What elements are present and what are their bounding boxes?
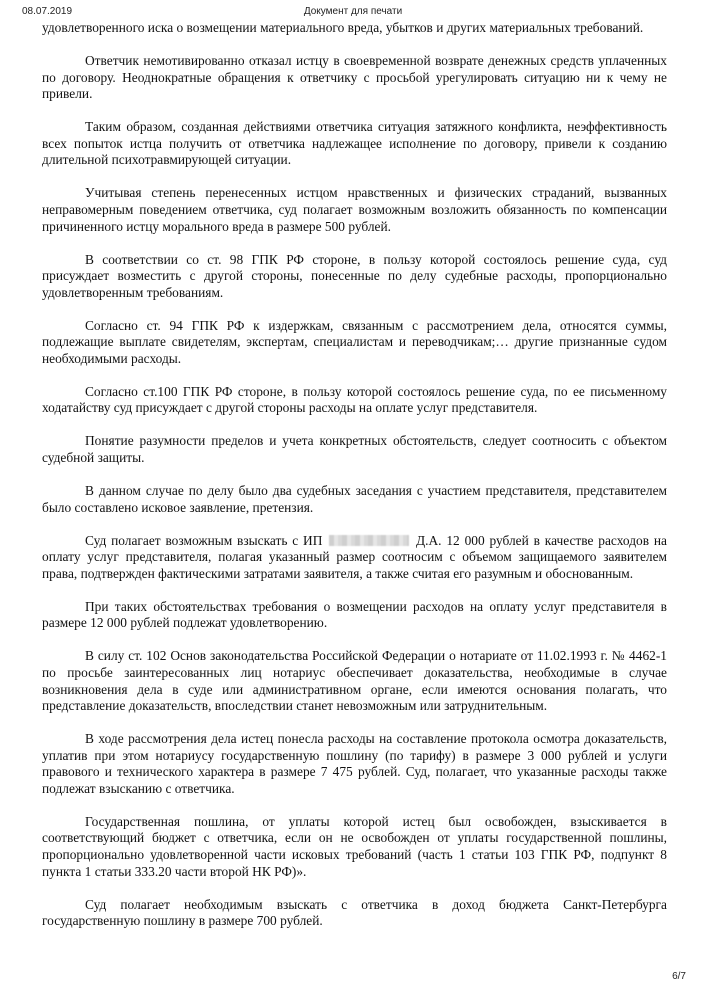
print-header-title: Документ для печати [303, 6, 403, 17]
paragraph-9-start: Суд полагает возможным взыскать с ИП [85, 532, 323, 548]
redacted-name [329, 535, 409, 546]
paragraph-13: Государственная пошлина, от уплаты которой истец был освобожден, взыскивается в соответствующий бюджет с ответчика, если он не освобожден от уплаты государственной пошлины, пропорционально удовлетворенной части исковых требований (часть 1 статьи 103 ГПК РФ, подпункт 8 пункта 1 статьи 333.20 части второй НК РФ)». [42, 813, 667, 879]
paragraph-5: Согласно ст. 94 ГПК РФ к издержкам, связанным с рассмотрением дела, относятся суммы, подлежащие выплате свидетелям, экспертам, специалистам и переводчикам;… другие признанные судом необходимыми расходы. [42, 317, 667, 366]
paragraph-2: Таким образом, созданная действиями ответчика ситуация затяжного конфликта, неэффективность всех попыток истца получить от ответчика надлежащее исполнение по договору, привели к созданию длительной психотравмирующей ситуации. [42, 119, 667, 168]
paragraph-4: В соответствии со ст. 98 ГПК РФ стороне, в пользу которой состоялось решение суда, суд присуждает возместить с другой стороны, понесенные по делу судебные расходы, пропорционально удовлетворенным требованиям. [42, 251, 667, 300]
paragraph-14: Суд полагает необходимым взыскать с ответчика в доход бюджета Санкт-Петербурга государственную пошлину в размере 700 рублей. [42, 896, 667, 929]
paragraph-9 [42, 533, 667, 583]
paragraph-7: Понятие разумности пределов и учета конкретных обстоятельств, следует соотносить с объектом судебной защиты. [42, 433, 667, 466]
paragraph-10: При таких обстоятельствах требования о возмещении расходов на оплату услуг представителя в размере 12 000 рублей подлежат удовлетворению. [42, 598, 667, 631]
document-body [42, 20, 667, 946]
paragraph-0: удовлетворенного иска о возмещении материального вреда, убытков и других материальных требований. [42, 20, 644, 35]
paragraph-6: Согласно ст.100 ГПК РФ стороне, в пользу которой состоялось решение суда, по ее письменному ходатайству суд присуждает с другой стороны расходы на оплате услуг представителя. [42, 383, 667, 416]
print-date: 08.07.2019 [22, 6, 73, 17]
paragraph-9-end: Д.А. 12 000 рублей в качестве расходов на оплату услуг представителя, полагая указанный размер соотносим с объемом защищаемого заявителем права, подтвержден фактическими затратами заявителя, а также считая его разумным и обоснованным. [42, 532, 667, 581]
paragraph-8: В данном случае по делу было два судебных заседания с участием представителя, представителем было составлено исковое заявление, претензия. [42, 483, 667, 515]
paragraph-1: Ответчик немотивированно отказал истцу в своевременной возврате денежных средств уплаченных по договору. Неоднократные обращения к ответчику с просьбой урегулировать ситуацию ни к чему не привели. [42, 52, 667, 102]
paragraph-3: Учитывая степень перенесенных истцом нравственных и физических страданий, вызванных неправомерным поведением ответчика, суд полагает возможным возложить обязанность по компенсации причиненного истцу морального вреда в размере 500 рублей. [42, 185, 667, 234]
page-number: 6/7 [672, 971, 686, 982]
paragraph-12: В ходе рассмотрения дела истец понесла расходы на составление протокола осмотра доказательств, уплатив при этом нотариусу государственную пошлину (по тарифу) в размере 3 000 рублей и услуги правового и технического характера в размере 7 475 рублей. Суд, полагает, что указанные расходы также подлежат взысканию с ответчика. [42, 731, 667, 796]
paragraph-11: В силу ст. 102 Основ законодательства Российской Федерации о нотариате от 11.02.1993 г. № 4462-1 по просьбе заинтересованных лиц нотариус обеспечивает доказательства, необходимые в случае возникновения дела в суде или административном органе, если имеются основания полагать, что представление доказательств, впоследствии станет невозможным или затруднительным. [42, 648, 667, 714]
